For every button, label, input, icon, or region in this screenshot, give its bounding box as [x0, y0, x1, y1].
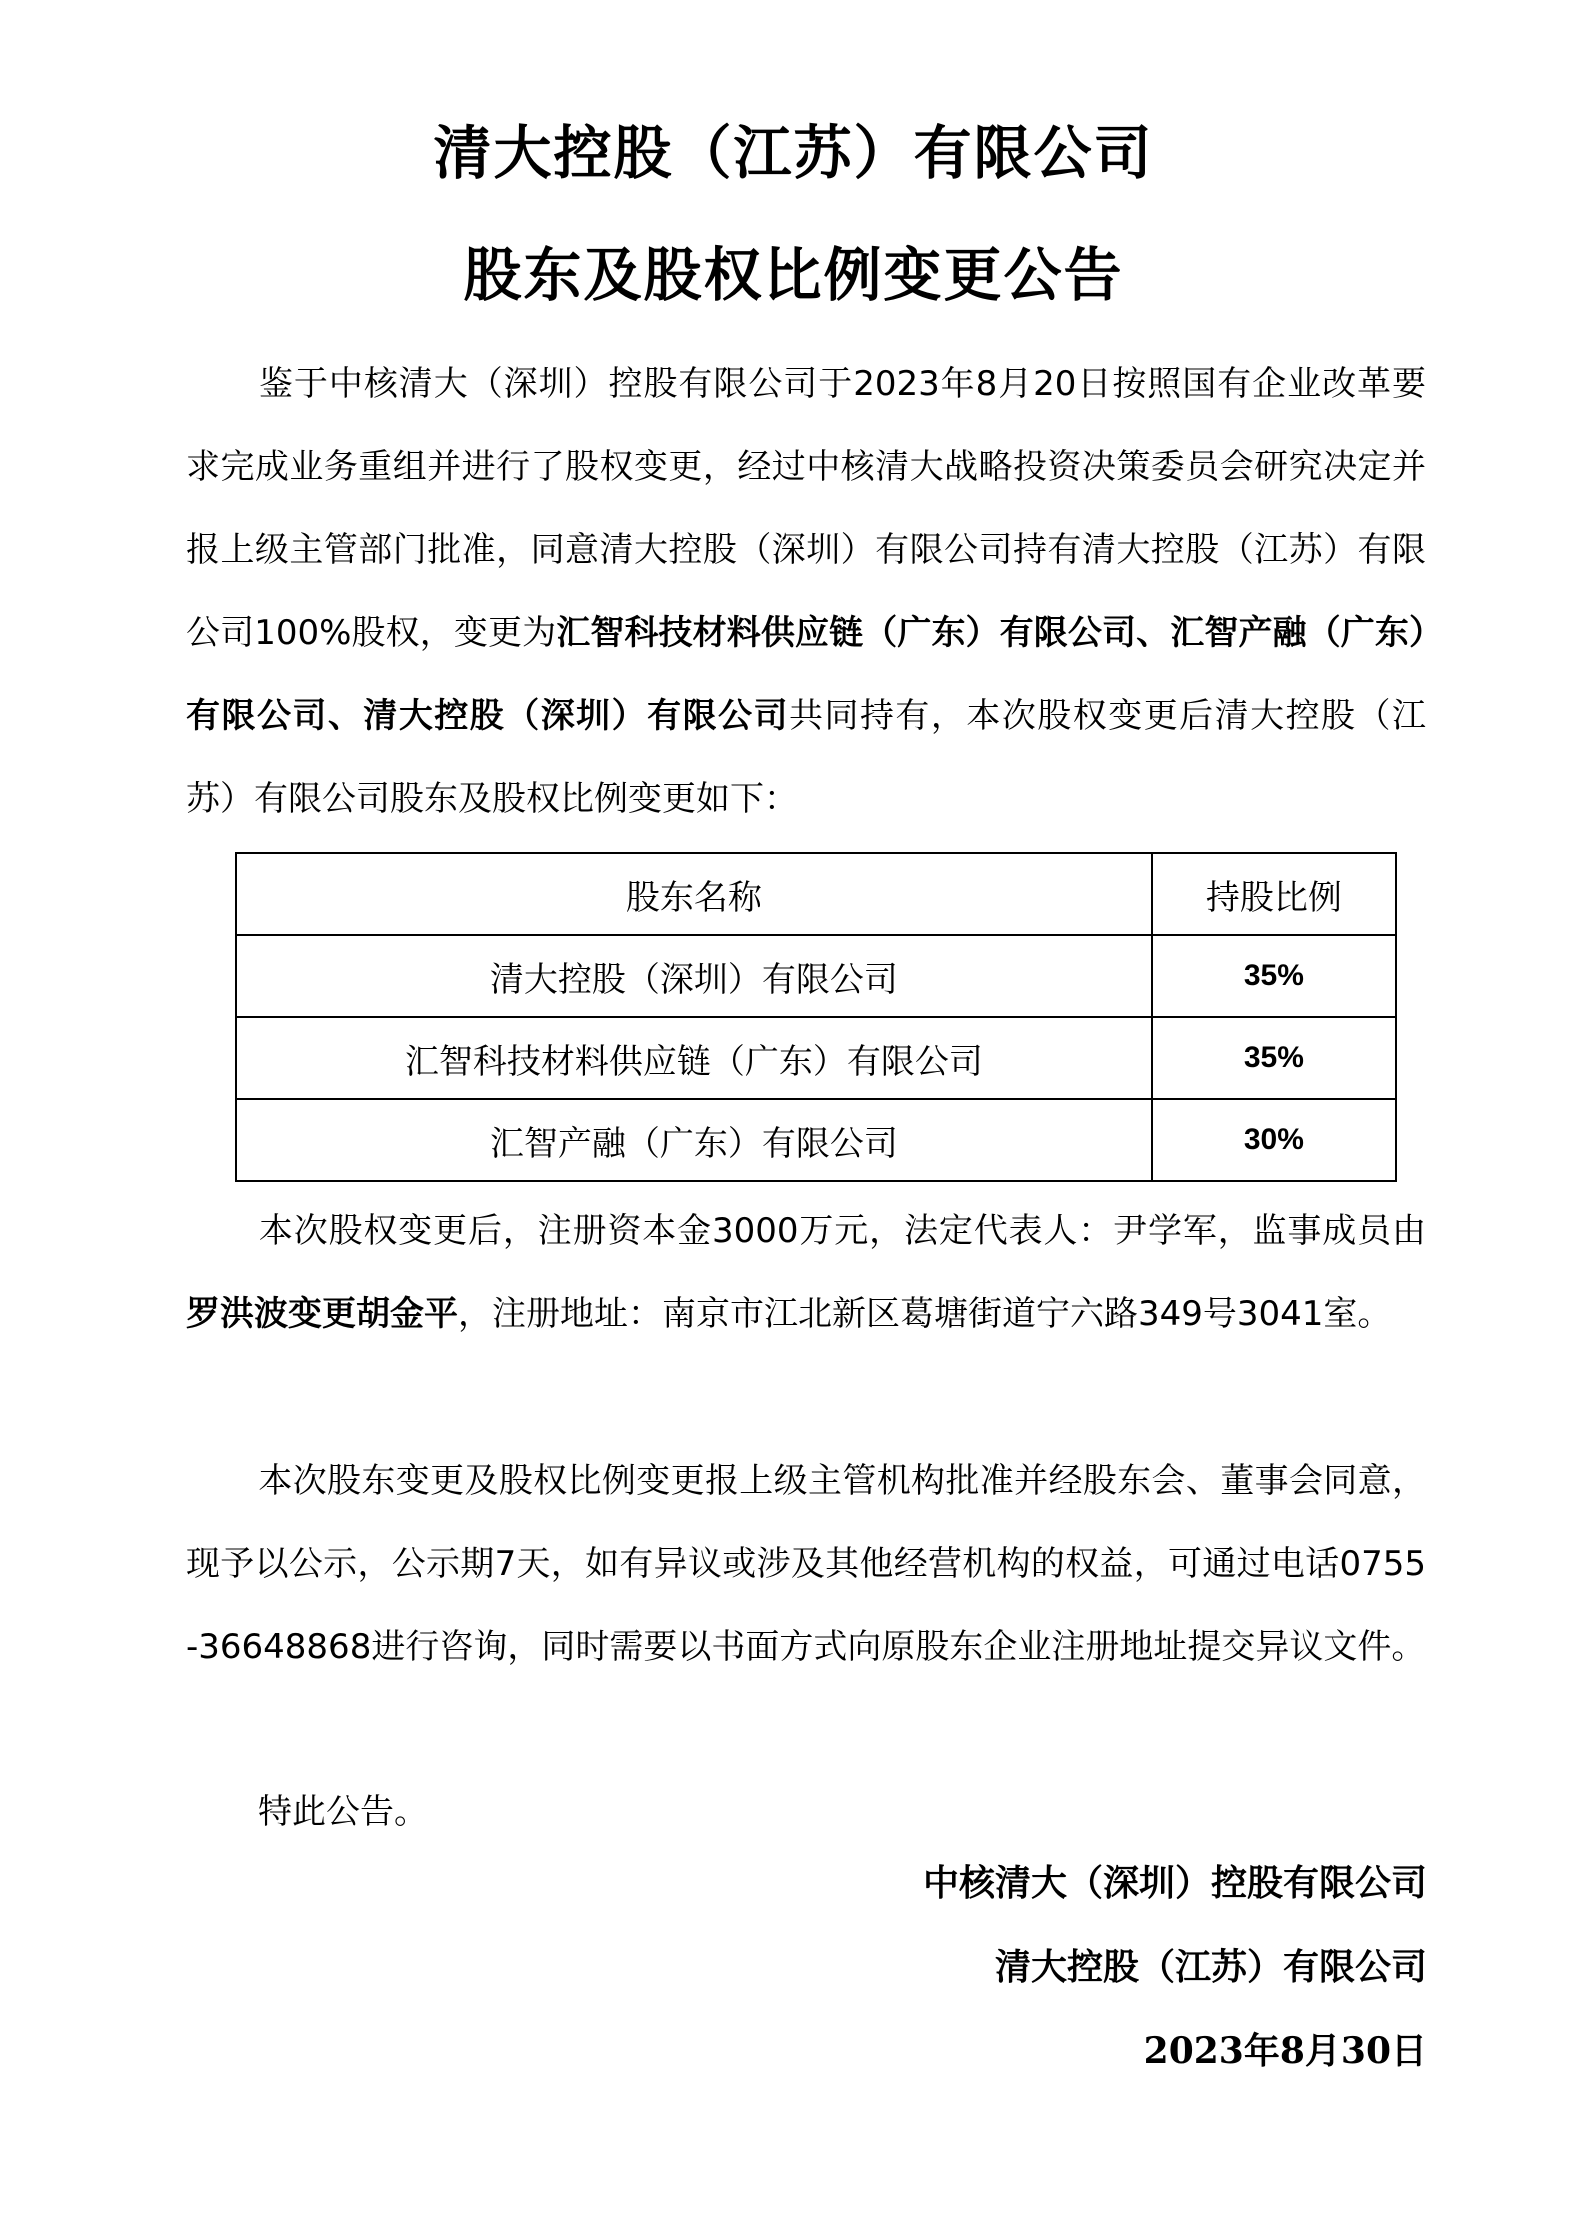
- table-row: [236, 1099, 1396, 1181]
- paragraph-objection-notice: [186, 1440, 1426, 1689]
- share-ratio-cell: 35%: [1152, 1017, 1396, 1099]
- table-row: [236, 1017, 1396, 1099]
- shareholder-name-cell: 汇智产融（广东）有限公司: [236, 1099, 1152, 1181]
- table-header-row: [236, 853, 1396, 935]
- supervisor-change-bold: 罗洪波变更胡金平: [186, 1294, 458, 1334]
- document-title-subject: 股东及股权比例变更公告: [463, 241, 1124, 309]
- share-ratio-cell: 30%: [1152, 1099, 1396, 1181]
- signature-company-jiangsu: 清大控股（江苏）有限公司: [994, 1946, 1427, 1988]
- new-shareholders-bold: 汇智科技材料供应链（广东）有限公司、汇智产融（广东）有限公司、清大控股（深圳）有限公司: [186, 613, 1427, 736]
- paragraph-registration-details: [186, 1190, 1426, 1356]
- shareholder-table: [235, 852, 1397, 1182]
- objection-notice-text: 本次股东变更及股权比例变更报上级主管机构批准并经股东会、董事会同意，现予以公示，公示期7天，如有异议或涉及其他经营机构的权益，可通过电话0755-36648868进行咨询，同时需要以书面方式向原股东企业注册地址提交异议文件。: [186, 1461, 1426, 1667]
- signature-company-parent: 中核清大（深圳）控股有限公司: [922, 1862, 1427, 1904]
- registration-text: 本次股权变更后，注册资本金3000万元，法定代表人：尹学军，监事成员由: [258, 1211, 1426, 1251]
- header-share-ratio: 持股比例: [1152, 853, 1396, 935]
- paragraph-closing: [186, 1771, 1426, 1854]
- shareholder-name-cell: 汇智科技材料供应链（广东）有限公司: [236, 1017, 1152, 1099]
- paragraph-background-text-end: 共同持有，本次股权变更后清大控股（江苏）有限公司股东及股权比例变更如下：: [186, 696, 1426, 819]
- header-shareholder-name: 股东名称: [236, 853, 1152, 935]
- paragraph-background-text: 鉴于中核清大（深圳）控股有限公司于2023年8月20日按照国有企业改革要求完成业务重组并进行了股权变更，经过中核清大战略投资决策委员会研究决定并报上级主管部门批准，同意清大控股（深圳）有限公司持有清大控股（江苏）有限公司100%股权，变更为: [186, 364, 1426, 653]
- signature-date: 2023年8月30日: [1143, 2030, 1427, 2072]
- registration-text-end: ，注册地址：南京市江北新区葛塘街道宁六路349号3041室。: [458, 1294, 1392, 1334]
- document-title-company: 清大控股（江苏）有限公司: [433, 119, 1154, 187]
- table-row: [236, 935, 1396, 1017]
- closing-text: 特此公告。: [258, 1792, 428, 1832]
- shareholder-name-cell: 清大控股（深圳）有限公司: [236, 935, 1152, 1017]
- paragraph-background: [186, 343, 1426, 841]
- share-ratio-cell: 35%: [1152, 935, 1396, 1017]
